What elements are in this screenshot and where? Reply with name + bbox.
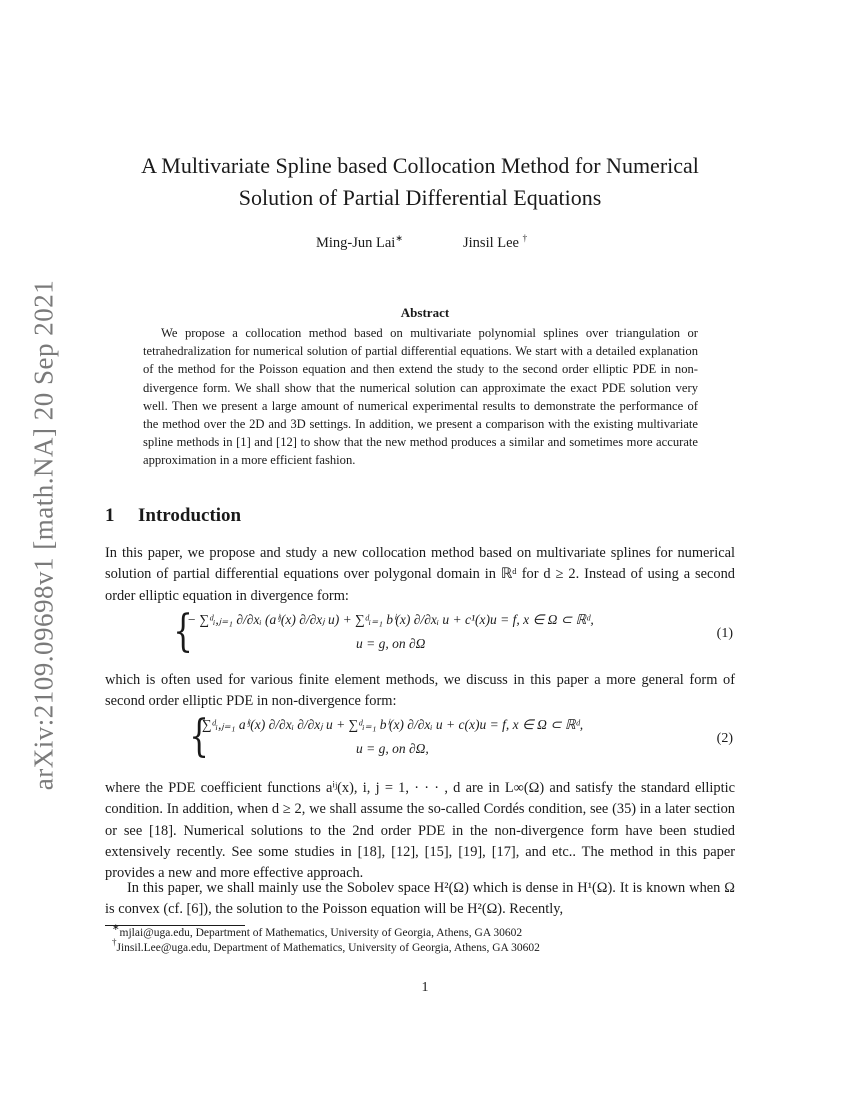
page-number: 1 (421, 980, 429, 995)
section-heading (105, 505, 241, 527)
author-1: Ming-Jun Lai∗ (316, 233, 403, 251)
equation-1-row-1: − ∑ᵈᵢ,ⱼ₌₁ ∂/∂xᵢ (aⁱʲ(x) ∂/∂xⱼ u) + ∑ᵈᵢ₌₁ bⁱ(x) ∂/∂xᵢ u + c¹(x)u = f, x ∈ Ω ⊂ ℝᵈ, (187, 612, 594, 627)
author-2: Jinsil Lee † (463, 233, 528, 251)
left-brace: { (189, 711, 209, 762)
abstract-heading: Abstract (400, 305, 450, 320)
footnote-1: ∗mjlai@uga.edu, Department of Mathematics, University of Georgia, Athens, GA 30602 (112, 922, 523, 939)
section-title: Introduction (138, 505, 242, 526)
paper-title: A Multivariate Spline based Collocation Method for Numerical Solution of Partial Differential Equations (141, 153, 699, 210)
section-number: 1 (105, 505, 115, 526)
paragraph-2: which is often used for various finite element methods, we discuss in this paper a more general form of second order elliptic PDE in non-divergence form: (105, 672, 735, 710)
arxiv-identifier: arXiv:2109.09698v1 [math.NA] 20 Sep 2021 (28, 279, 59, 791)
equation-1 (105, 606, 735, 660)
equation-2-row-2: u = g, on ∂Ω, (356, 741, 429, 756)
paragraph-1: In this paper, we propose and study a new collocation method based on multivariate splines for numerical solution of partial differential equations over polygonal domain in ℝᵈ for d ≥ 2. Instead of using a second order elliptic equation in divergence form: (105, 545, 735, 604)
footnote-2: †Jinsil.Lee@uga.edu, Department of Mathematics, University of Georgia, Athens, GA 30602 (112, 937, 540, 954)
footnote-rule (105, 925, 245, 926)
equation-2-number: (2) (716, 731, 733, 746)
equation-2 (105, 711, 735, 765)
left-brace: { (173, 606, 193, 657)
paragraph-4: In this paper, we shall mainly use the Sobolev space H²(Ω) which is dense in H¹(Ω). It is known when Ω is convex (cf. [6]), the solution to the Poisson equation will be H²(Ω). Recently, (105, 880, 735, 918)
paragraph-3: where the PDE coefficient functions aⁱʲ(x), i, j = 1, · · · , d are in L∞(Ω) and satisfy the standard elliptic condition. In addition, when d ≥ 2, we shall assume the so-called Cordés condition, see (35) in a later section or see [18]. Numerical solutions to the 2nd order PDE in the non-divergence form have been studied extensively recently. See some studies in [18], [12], [15], [19], [17], and etc.. The method in this paper provides a new and more effective approach. (105, 780, 735, 882)
equation-2-row-1: ∑ᵈᵢ,ⱼ₌₁ aⁱʲ(x) ∂/∂xᵢ ∂/∂xⱼ u + ∑ᵈᵢ₌₁ bⁱ(x) ∂/∂xᵢ u + c(x)u = f, x ∈ Ω ⊂ ℝᵈ, (202, 717, 584, 732)
equation-1-row-2: u = g, on ∂Ω (356, 636, 426, 651)
abstract-body: We propose a collocation method based on multivariate polynomial splines over triangulation or tetrahedralization for numerical solution of partial differential equations. We start with a detailed explanation of the method for the Poisson equation and then extend the study to the second order elliptic PDE in non-divergence form. We shall show that the numerical solution can approximate the exact PDE solution very well. Then we present a large amount of numerical experimental results to demonstrate the performance of the method over the 2D and 3D settings. In addition, we present a comparison with the existing multivariate spline methods in [1] and [12] to show that the new method produces a similar and sometimes more accurate approximation in a more efficient fashion. (143, 326, 698, 468)
equation-1-number: (1) (716, 626, 733, 641)
